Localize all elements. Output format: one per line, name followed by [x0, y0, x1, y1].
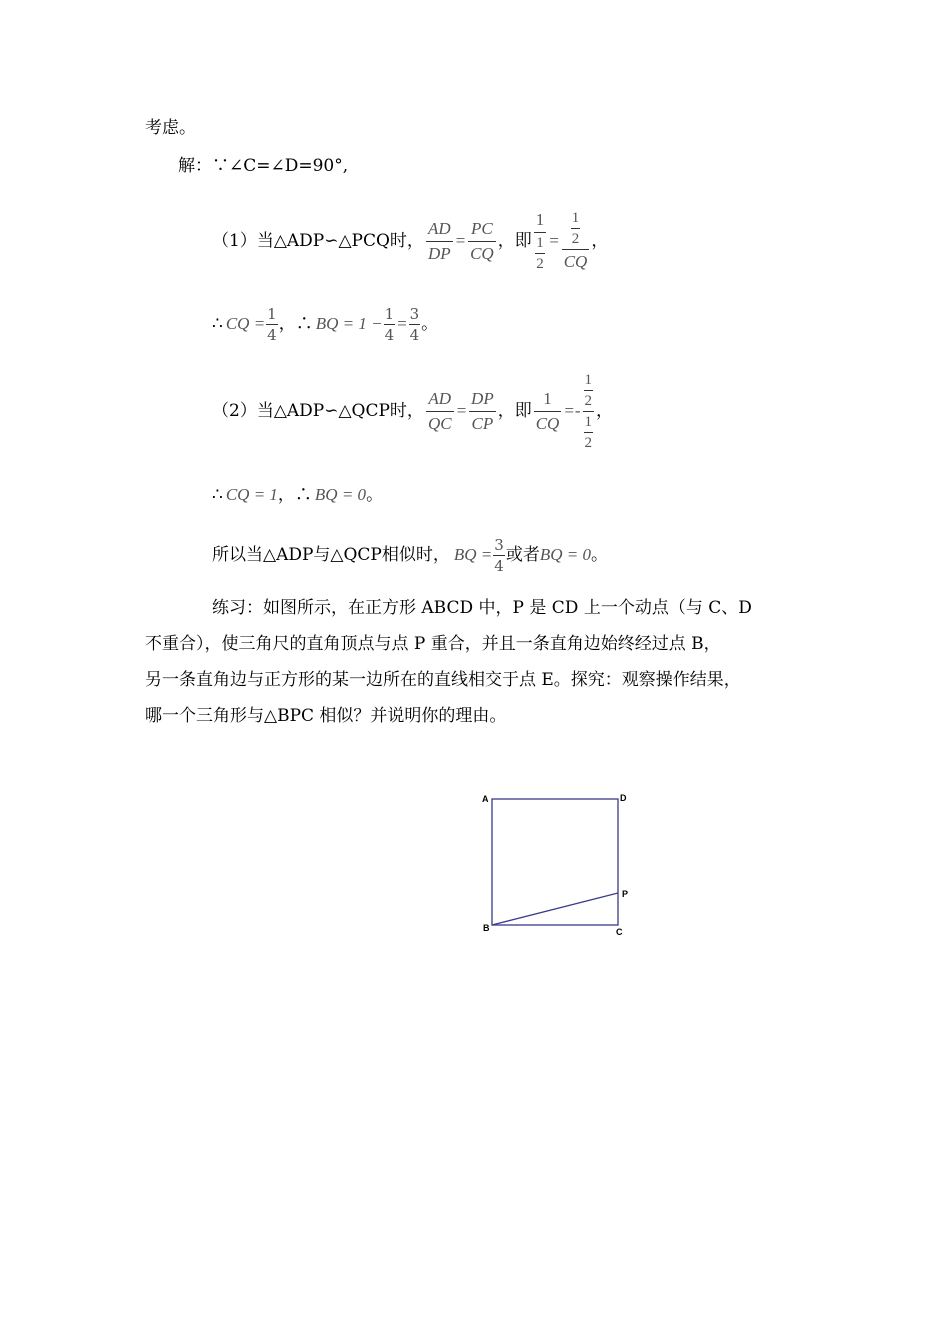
fraction-ad-qc: $\frac{AD}{QC}$	[427, 388, 452, 433]
bq-equation: BQ =	[453, 545, 493, 564]
bq-equation: BQ = 0	[314, 485, 367, 504]
exercise-line-4: 哪一个三角形与△BPC 相似？并说明你的理由。	[145, 706, 507, 726]
fraction-one-quarter: 1 4	[384, 304, 395, 344]
text-continuation: 考虑。	[145, 118, 196, 138]
fraction-three-quarters: 3 4	[494, 535, 504, 575]
dash: -	[574, 401, 581, 420]
conclusion-or: 或者	[505, 545, 540, 565]
equals-sign: =	[548, 231, 560, 250]
period: 。	[421, 314, 439, 334]
exercise-line-2: 不重合），使三角尺的直角顶点与点 P 重合，并且一条直角边始终经过点 B，	[145, 634, 721, 654]
exercise-line-3: 另一条直角边与正方形的某一边所在的直线相交于点 E。探究：观察操作结果，	[145, 670, 741, 690]
case-1-comma: ，	[591, 231, 609, 251]
label-d: D	[620, 793, 627, 803]
case-1-ji: ，即	[497, 231, 532, 251]
therefore-symbol: ∴	[212, 485, 223, 505]
conclusion	[212, 533, 608, 577]
exercise-line-1: 练习：如图所示，在正方形 ABCD 中，P 是 CD 上一个动点（与 C、D	[212, 598, 752, 618]
fraction-three-quarters: 3 4	[409, 304, 420, 344]
compound-fraction-right: 1 2 CQ	[563, 210, 588, 271]
equals-sign: =	[563, 401, 575, 420]
case-1-label: （1）当△ADP∽△PCQ时，	[212, 231, 424, 251]
result-2	[212, 482, 383, 508]
therefore-symbol: ∴	[212, 314, 223, 334]
case-2-comma: ，	[596, 401, 613, 421]
case-2-label: （2）当△ADP∽△QCP时，	[212, 401, 424, 421]
fraction-pc-cq: $\frac{PC}{CQ}$	[470, 218, 494, 263]
cq-equation: CQ =	[225, 314, 266, 333]
case-2-ji: ，即	[497, 401, 532, 421]
fraction-one-quarter: 1 4	[267, 304, 277, 344]
equals-sign: =	[454, 231, 467, 250]
segment-bp	[492, 893, 618, 925]
equals-sign: =	[455, 401, 468, 420]
fraction-ad-dp: $\frac{AD}{DP}$	[427, 218, 451, 263]
bq-zero: BQ = 0	[539, 545, 591, 564]
square-abcd	[492, 799, 618, 925]
compound-fraction-half-half: 1 2 1 2	[584, 371, 592, 451]
case-2	[212, 366, 613, 456]
cq-equation: CQ = 1	[225, 485, 278, 504]
period: 。	[366, 485, 384, 505]
equals-sign: =	[396, 314, 408, 333]
square-figure	[470, 785, 640, 945]
compound-fraction-left: 1 1 2	[535, 210, 545, 272]
label-c: C	[616, 927, 623, 937]
fraction-one-cq: $\frac{1}{CQ}$	[535, 388, 560, 433]
label-b: B	[483, 923, 490, 933]
conclusion-text: 所以当△ADP与△QCP相似时，	[212, 545, 450, 565]
result-1	[212, 302, 438, 346]
solution-intro: 解：∵∠C=∠D=90°,	[178, 156, 349, 176]
label-p: P	[622, 889, 629, 899]
result-1-separator: ，∴	[278, 314, 313, 334]
label-a: A	[482, 794, 489, 804]
result-2-separator: ，∴	[277, 485, 312, 505]
bq-equation: BQ = 1 −	[315, 314, 383, 333]
fraction-dp-cp: $\frac{DP}{CP}$	[471, 388, 494, 433]
case-1	[212, 196, 608, 286]
period: 。	[590, 545, 608, 565]
